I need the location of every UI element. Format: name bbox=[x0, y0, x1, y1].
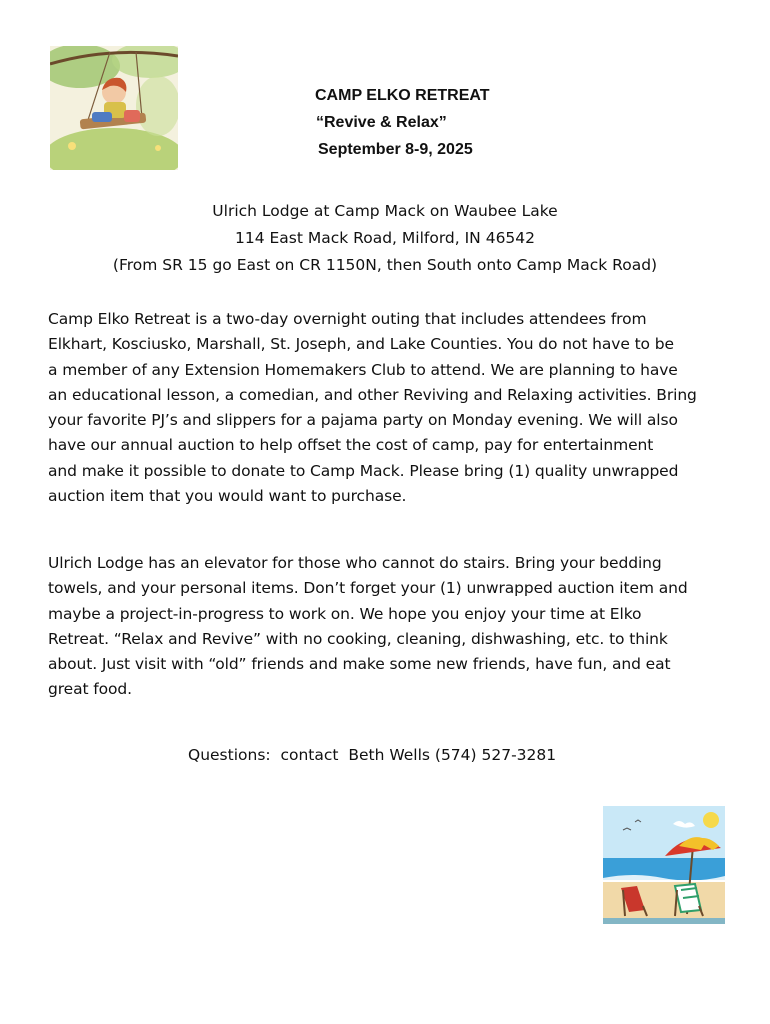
location-line: 114 East Mack Road, Milford, IN 46542 bbox=[234, 229, 536, 247]
paragraph-line: an educational lesson, a comedian, and other Reviving and Relaxing activities. Bring bbox=[48, 385, 697, 404]
event-tagline: “Revive & Relax” bbox=[316, 114, 447, 131]
paragraph-line: Elkhart, Kosciusko, Marshall, St. Joseph, and Lake Counties. You do not have to be bbox=[48, 335, 674, 354]
paragraph-line: towels, and your personal items. Don’t forget your (1) unwrapped auction item and bbox=[48, 579, 688, 598]
beach-illustration-image bbox=[603, 806, 725, 924]
location-block bbox=[40, 198, 730, 279]
paragraph-line: great food. bbox=[48, 680, 132, 699]
paragraph-line: maybe a project-in-progress to work on. We hope you enjoy your time at Elko bbox=[48, 604, 642, 623]
paragraph-line: and make it possible to donate to Camp Mack. Please bring (1) quality unwrapped bbox=[48, 461, 679, 480]
event-title: CAMP ELKO RETREAT bbox=[315, 87, 490, 104]
location-line: (From SR 15 go East on CR 1150N, then South onto Camp Mack Road) bbox=[112, 256, 658, 274]
paragraph-line: Ulrich Lodge has an elevator for those who cannot do stairs. Bring your bedding bbox=[48, 554, 662, 572]
paragraph-line: Camp Elko Retreat is a two-day overnight outing that includes attendees from bbox=[48, 310, 647, 328]
paragraph-line: have our annual auction to help offset the cost of camp, pay for entertainment bbox=[48, 436, 654, 455]
paragraph-line: about. Just visit with “old” friends and make some new friends, have fun, and eat bbox=[48, 655, 671, 674]
swing-illustration-image bbox=[50, 46, 178, 170]
paragraph-line: your favorite PJ’s and slippers for a pajama party on Monday evening. We will also bbox=[48, 411, 678, 430]
swing-illustration-svg bbox=[50, 46, 178, 170]
description-paragraph bbox=[48, 307, 728, 509]
location-line: Ulrich Lodge at Camp Mack on Waubee Lake bbox=[212, 202, 558, 220]
event-date: September 8-9, 2025 bbox=[318, 141, 473, 158]
title-block bbox=[312, 82, 572, 163]
beach-illustration-svg bbox=[603, 806, 725, 924]
paragraph-line: Retreat. “Relax and Revive” with no cooking, cleaning, dishwashing, etc. to think bbox=[48, 629, 668, 648]
paragraph-line: a member of any Extension Homemakers Club to attend. We are planning to have bbox=[48, 360, 678, 379]
paragraph-line: auction item that you would want to purchase. bbox=[48, 487, 407, 506]
lodging-paragraph bbox=[48, 551, 728, 703]
contact-line: Questions: contact Beth Wells (574) 527-3281 bbox=[188, 746, 557, 764]
